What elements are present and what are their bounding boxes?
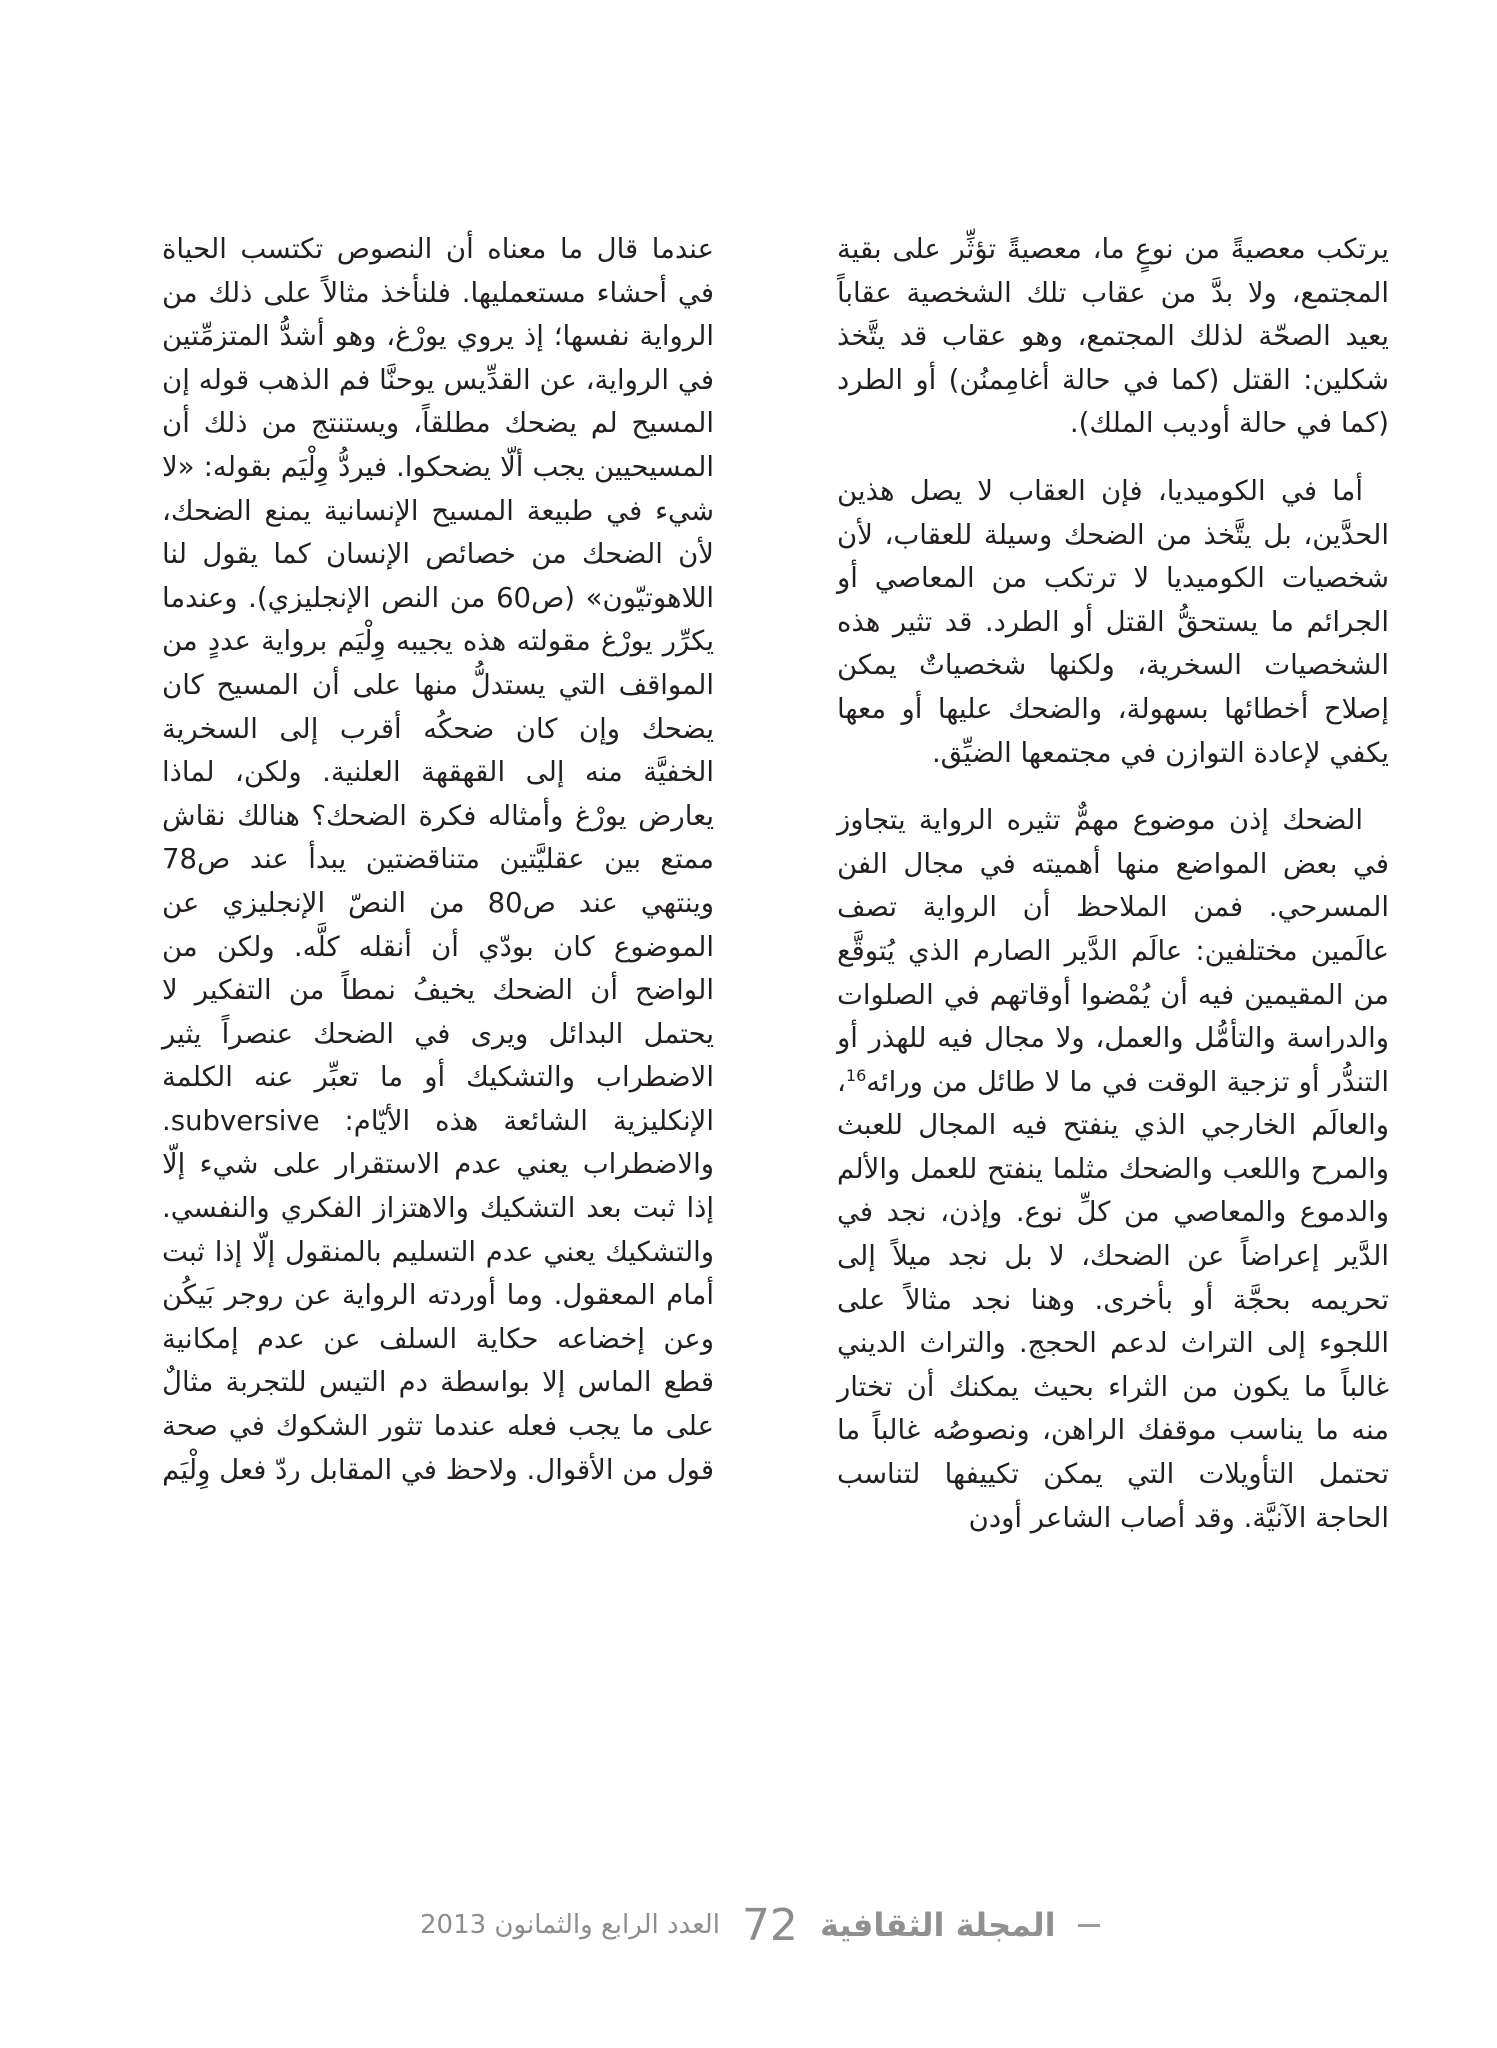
issue-label: العدد الرابع والثمانون 2013	[420, 1910, 720, 1940]
page-number: 72	[741, 1899, 798, 1951]
footnote-ref: 16	[845, 1065, 867, 1085]
paragraph: عندما قال ما معناه أن النصوص تكتسب الحياة في أحشاء مستعمليها. فلنأخذ مثالاً على ذلك من الرواية نفسها؛ إذ يروي يورْغ، وهو أشدُّ المتزمِّتين في الرواية، عن القدِّيس يوحنَّا فم الذهب قوله إن المسيح لم يضحك مطلقاً، ويستنتج من ذلك أن المسيحيين يجب ألّا يضحكوا. فيردُّ وِلْيَم بقوله: «لا شيء في طبيعة المسيح الإنسانية يمنع الضحك، لأن الضحك من خصائص الإنسان كما يقول لنا اللاهوتيّون» (ص60 من النص الإنجليزي). وعندما يكرِّر يورْغ مقولته هذه يجيبه وِلْيَم برواية عددٍ من المواقف التي يستدلُّ منها على أن المسيح كان يضحك وإن كان ضحكُه أقرب إلى السخرية الخفيَّة منه إلى القهقهة العلنية. ولكن، لماذا يعارض يورْغ وأمثاله فكرة الضحك؟ هنالك نقاش ممتع بين عقليَّتين متناقضتين يبدأ عند ص78 وينتهي عند ص80 من النصّ الإنجليزي عن الموضوع كان بودّي أن أنقله كلَّه. ولكن من الواضح أن الضحك يخيفُ نمطاً من التفكير لا يحتمل البدائل ويرى في الضحك عنصراً يثير الاضطراب والتشكيك أو ما تعبِّر عنه الكلمة الإنكليزية الشائعة هذه الأيّام: subversive. والاضطراب يعني عدم الاستقرار على شيء إلّا إذا ثبت بعد التشكيك والاهتزاز الفكري والنفسي. والتشكيك يعني عدم التسليم بالمنقول إلّا إذا ثبت أمام المعقول. وما أوردته الرواية عن روجر بَيكُن وعن إخضاعه حكاية السلف عن عدم إمكانية قطع الماس إلا بواسطة دم التيس للتجربة مثالٌ على ما يجب فعله عندما تثور الشكوك في صحة قول من الأقوال. ولاحظ في المقابل ردّ فعل وِلْيَم	[162, 233, 715, 1486]
text-column-right	[837, 228, 1389, 1540]
paragraph-text: الضحك إذن موضوع مهمٌّ تثيره الرواية يتجاوز في بعض المواضع منها أهميته في مجال الفن المسرحي. فمن الملاحظ أن الرواية تصف عالَمين مختلفين: عالَم الدَّير الصارم الذي يُتوقَّع من المقيمين فيه أن يُمْضوا أوقاتهم في الصلوات والدراسة والتأمُّل والعمل، ولا مجال فيه للهذر أو التندُّر أو تزجية الوقت في ما لا طائل من ورائه	[837, 804, 1389, 1098]
paragraph: يرتكب معصيةً من نوعٍ ما، معصيةً تؤثِّر على بقية المجتمع، ولا بدَّ من عقاب تلك الشخصية عقاباً يعيد الصحّة لذلك المجتمع، وهو عقاب قد يتَّخذ شكلين: القتل (كما في حالة أغامِمنُن) أو الطرد (كما في حالة أوديب الملك).	[837, 233, 1389, 440]
footer-ornament	[1078, 1924, 1100, 1927]
paragraph: أما في الكوميديا، فإن العقاب لا يصل هذين الحدَّين، بل يتَّخذ من الضحك وسيلة للعقاب، لأن شخصيات الكوميديا لا ترتكب من المعاصي أو الجرائم ما يستحقُّ القتل أو الطرد. قد تثير هذه الشخصيات السخرية، ولكنها شخصياتٌ يمكن إصلاح أخطائها بسهولة، والضحك عليها أو معها يكفي لإعادة التوازن في مجتمعها الضيِّق.	[837, 474, 1389, 769]
text-column-left	[162, 228, 714, 1492]
page-footer	[420, 1895, 1100, 1955]
paragraph-text: ، والعالَم الخارجي الذي ينفتح فيه المجال للعبث والمرح واللعب والضحك مثلما ينفتح للعمل والألم والدموع والمعاصي من كلِّ نوع. وإذن، نجد في الدَّير إعراضاً عن الضحك، لا بل نجد ميلاً إلى تحريمه بحجَّة أو بأخرى. وهنا نجد مثالاً على اللجوء إلى التراث لدعم الحجج. والتراث الديني غالباً ما يكون من الثراء بحيث يمكنك أن تختار منه ما يناسب موقفك الراهن، ونصوصُه غالباً ما تحتمل التأويلات التي يمكن تكييفها لتناسب الحاجة الآنيَّة. وقد أصاب الشاعر أودن	[837, 1065, 1389, 1534]
magazine-name: المجلة الثقافية	[819, 1906, 1056, 1944]
paragraph	[837, 799, 1389, 1540]
